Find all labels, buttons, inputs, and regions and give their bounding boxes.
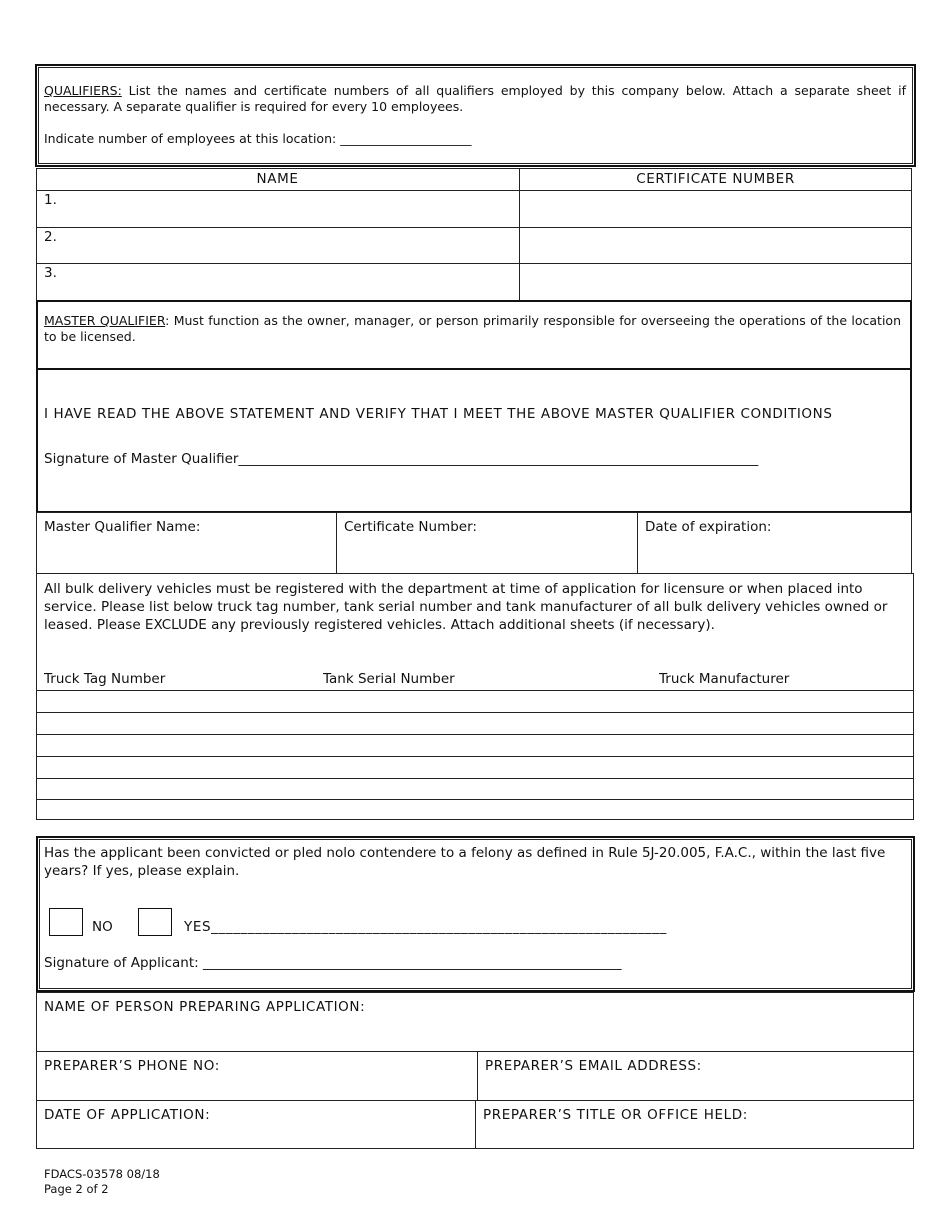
preparer-divider — [475, 1100, 476, 1149]
master-qualifier-text: : Must function as the owner, manager, or person primarily responsible for overseeing the operations of the location to be licensed. — [44, 313, 901, 344]
yes-checkbox[interactable] — [138, 908, 172, 936]
truck-tag-column-header: Truck Tag Number — [44, 671, 166, 687]
preparer-rule — [36, 1051, 914, 1052]
preparer-name-field[interactable]: NAME OF PERSON PREPARING APPLICATION: — [44, 999, 366, 1015]
master-signature-line — [44, 451, 904, 468]
qualifiers-instructions — [44, 83, 906, 115]
master-signature-field[interactable]: _____________________________________________________________________________ — [238, 451, 759, 467]
vehicle-entry-row[interactable] — [37, 757, 913, 777]
yes-line — [184, 919, 667, 936]
vehicle-entry-row[interactable] — [37, 800, 913, 819]
preparer-email-field[interactable]: PREPARER’S EMAIL ADDRESS: — [485, 1058, 702, 1074]
employees-line — [44, 131, 744, 147]
yes-label: YES — [184, 919, 212, 935]
master-name-field[interactable]: Master Qualifier Name: — [44, 519, 201, 535]
application-date-field[interactable]: DATE OF APPLICATION: — [44, 1107, 211, 1123]
vehicle-entry-row[interactable] — [37, 713, 913, 733]
qualifier-table-header-rule — [36, 190, 912, 191]
vehicle-entry-row[interactable] — [37, 691, 913, 711]
master-qualifier-description — [44, 313, 901, 345]
preparer-title-field[interactable]: PREPARER’S TITLE OR OFFICE HELD: — [483, 1107, 748, 1123]
qualifier-row-1[interactable]: 1. — [44, 192, 57, 208]
qualifier-table-row-rule — [36, 227, 912, 228]
tank-serial-column-header: Tank Serial Number — [323, 671, 455, 687]
qualifier-row-3[interactable]: 3. — [44, 265, 57, 281]
applicant-signature-label: Signature of Applicant: — [44, 955, 199, 971]
preparer-phone-field[interactable]: PREPARER’S PHONE NO: — [44, 1058, 220, 1074]
qualifiers-text: List the names and certificate numbers of all qualifiers employed by this company below. Attach a separate sheet if necessary. A separate qualifier is required for every 10 employees. — [44, 83, 906, 114]
master-signature-label: Signature of Master Qualifier — [44, 451, 239, 467]
master-statement: I HAVE READ THE ABOVE STATEMENT AND VERIFY THAT I MEET THE ABOVE MASTER QUALIFIER CONDITIONS — [44, 406, 833, 422]
qualifier-table-row-rule — [36, 263, 912, 264]
certificate-column-header: CERTIFICATE NUMBER — [636, 171, 795, 187]
qualifiers-heading: QUALIFIERS: — [44, 83, 122, 98]
master-statement-section — [36, 368, 912, 513]
employees-field[interactable]: _____________________ — [340, 131, 472, 146]
applicant-signature-line — [44, 955, 622, 972]
qualifier-row-2[interactable]: 2. — [44, 229, 57, 245]
truck-manufacturer-column-header: Truck Manufacturer — [659, 671, 790, 687]
vehicle-entry-row[interactable] — [37, 779, 913, 798]
vehicle-entry-row[interactable] — [37, 735, 913, 755]
felony-question: Has the applicant been convicted or pled nolo contendere to a felony as defined in Rule 5J-20.005, F.A.C., within the last five years? If yes, please explain. — [44, 845, 886, 879]
applicant-signature-field[interactable]: ______________________________________________________________ — [203, 955, 622, 971]
form-id: FDACS-03578 08/18 — [44, 1167, 160, 1181]
master-details-divider — [637, 512, 638, 574]
master-certificate-field[interactable]: Certificate Number: — [344, 519, 477, 535]
expiration-date-field[interactable]: Date of expiration: — [645, 519, 772, 535]
master-qualifier-heading: MASTER QUALIFIER — [44, 313, 166, 328]
name-column-header: NAME — [256, 171, 299, 187]
no-label: NO — [92, 919, 113, 935]
preparer-divider — [477, 1051, 478, 1100]
vehicles-instructions: All bulk delivery vehicles must be registered with the department at time of application for licensure or when placed into service. Please list below truck tag number, tank serial number and tank manufacturer of all bulk delivery vehicles owned or leased. Please EXCLUDE any previously registered vehicles. Attach additional sheets (if necessary). — [44, 581, 888, 633]
master-details-divider — [336, 512, 337, 574]
page-number: Page 2 of 2 — [44, 1182, 109, 1196]
employees-label: Indicate number of employees at this location: — [44, 131, 337, 146]
qualifiers-inner-border — [38, 67, 913, 164]
no-checkbox[interactable] — [49, 908, 83, 936]
yes-explanation-field[interactable]: ______________________________________________________________ — [211, 919, 667, 935]
